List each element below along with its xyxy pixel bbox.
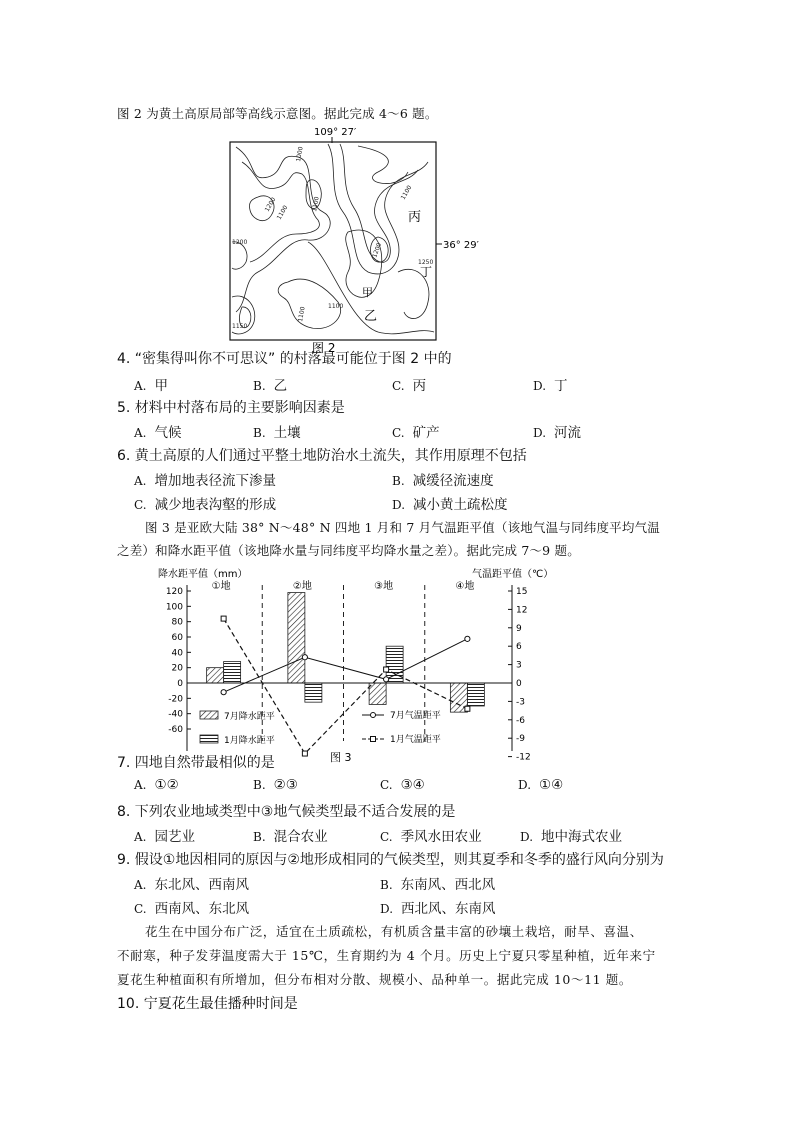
region-label: ④地 (455, 581, 475, 592)
place-bing: 丙 (408, 210, 422, 225)
right-axis-title: 气温距平值（℃） (472, 569, 554, 580)
question-5-stem: 5. 材料中村落布局的主要影响因素是 (117, 400, 345, 416)
contour-label: 1100 (399, 184, 414, 201)
legend-marker (371, 713, 376, 718)
bar-july-precip (369, 683, 386, 704)
q5-option-d[interactable]: D. 河流 (533, 425, 582, 441)
point-jan-temp (465, 706, 470, 711)
q6-option-b[interactable]: B. 减缓径流速度 (392, 473, 494, 489)
climate-anomaly-chart (150, 563, 570, 763)
q9-option-b[interactable]: B. 东南风、西北风 (380, 877, 496, 893)
left-tick-label: 80 (171, 617, 183, 628)
point-july-temp (384, 677, 389, 682)
bar-jan-precip (386, 646, 403, 683)
figure3-caption: 图 3 (330, 751, 352, 763)
legend-label: 1月气温距平 (390, 735, 441, 745)
right-tick-label: -3 (516, 697, 525, 708)
q8-option-a[interactable]: A. 园艺业 (134, 829, 195, 845)
bar-jan-precip (467, 683, 484, 706)
question-6-stem: 6. 黄土高原的人们通过平整土地防治水土流失，其作用原理不包括 (117, 448, 527, 464)
point-july-temp (465, 636, 470, 641)
q9-option-a[interactable]: A. 东北风、西南风 (134, 877, 249, 893)
latitude-label: 36° 29′ (443, 240, 479, 251)
bar-jan-precip (224, 662, 241, 683)
q9-option-c[interactable]: C. 西南风、东北风 (134, 901, 250, 917)
contour-label: 1150 (232, 323, 248, 330)
q4-option-a[interactable]: A. 甲 (134, 378, 168, 394)
q8-option-b[interactable]: B. 混合农业 (253, 829, 328, 845)
peanut-paragraph-line3: 夏花生种植面积有所增加，但分布相对分散、规模小、品种单一。据此完成 10～11 题。 (117, 972, 632, 987)
q6-option-c[interactable]: C. 减少地表沟壑的形成 (134, 497, 277, 513)
q5-option-a[interactable]: A. 气候 (134, 425, 182, 441)
place-ding: 丁 (420, 265, 433, 279)
q6-option-d[interactable]: D. 减小黄土疏松度 (392, 497, 508, 513)
line-july-temp (224, 639, 468, 692)
peanut-paragraph-line1: 花生在中国分布广泛，适宜在土质疏松，有机质含量丰富的砂壤土栽培，耐旱、喜温、 (145, 924, 643, 939)
q9-option-d[interactable]: D. 西北风、东南风 (380, 901, 496, 917)
contour-label: 1200 (263, 196, 278, 213)
contour-map-figure (228, 122, 488, 354)
point-jan-temp (384, 667, 389, 672)
region-label: ②地 (292, 581, 312, 592)
contour-label: 1200 (232, 239, 248, 246)
legend-swatch (200, 711, 218, 719)
left-tick-label: 20 (171, 663, 183, 674)
q5-option-c[interactable]: C. 矿产 (392, 425, 440, 441)
question-4-stem: 4. “密集得叫你不可思议” 的村落最可能位于图 2 中的 (117, 351, 452, 367)
left-tick-label: -40 (168, 709, 183, 720)
left-tick-label: -20 (168, 694, 183, 705)
region-label: ③地 (374, 581, 394, 592)
question-9-stem: 9. 假设①地因相同的原因与②地形成相同的气候类型，则其夏季和冬季的盛行风向分别为 (117, 852, 664, 868)
left-tick-label: 100 (165, 602, 183, 613)
q7-option-d[interactable]: D. ①④ (518, 777, 564, 793)
point-jan-temp (302, 751, 307, 756)
legend-label: 1月降水距平 (224, 736, 275, 746)
longitude-label: 109° 27′ (314, 127, 357, 138)
q8-option-c[interactable]: C. 季风水田农业 (380, 829, 482, 845)
legend-label: 7月气温距平 (390, 711, 441, 721)
q7-option-a[interactable]: A. ①② (134, 777, 179, 793)
intro-fig2: 图 2 为黄土高原局部等高线示意图。据此完成 4～6 题。 (117, 106, 438, 121)
question-7-stem: 7. 四地自然带最相似的是 (117, 755, 275, 771)
region-label: ①地 (211, 581, 231, 592)
right-tick-label: 9 (516, 623, 522, 634)
place-jia: 甲 (362, 286, 373, 299)
peanut-paragraph-line2: 不耐寒，种子发芽温度需大于 15℃，生育期约为 4 个月。历史上宁夏只零星种植，近年来宁 (117, 948, 656, 963)
contour-label: 1200 (371, 241, 384, 259)
point-july-temp (221, 690, 226, 695)
q4-option-b[interactable]: B. 乙 (253, 378, 288, 394)
q7-option-b[interactable]: B. ②③ (253, 777, 298, 793)
q7-option-c[interactable]: C. ③④ (380, 777, 425, 793)
left-tick-label: 40 (171, 648, 183, 659)
contour-label: 1100 (275, 204, 290, 221)
contour-label: 1100 (297, 306, 307, 323)
question-8-stem: 8. 下列农业地域类型中③地气候类型最不适合发展的是 (117, 804, 456, 820)
bar-jan-precip (305, 683, 322, 702)
right-tick-label: 3 (516, 660, 522, 671)
point-jan-temp (221, 616, 226, 621)
right-tick-label: 15 (516, 587, 528, 597)
left-tick-label: -60 (168, 725, 183, 735)
right-tick-label: -12 (516, 752, 531, 763)
legend-swatch (200, 735, 218, 743)
place-yi: 乙 (364, 309, 378, 324)
contour-label: 1250 (418, 259, 434, 266)
right-tick-label: 0 (516, 679, 522, 689)
left-axis-title: 降水距平值（mm） (158, 569, 248, 580)
right-tick-label: 6 (516, 642, 522, 653)
bar-july-precip (207, 668, 224, 683)
q5-option-b[interactable]: B. 土壤 (253, 425, 301, 441)
contour-label: 1000 (295, 146, 305, 163)
q4-option-c[interactable]: C. 丙 (392, 378, 427, 394)
line-jan-temp (224, 619, 468, 754)
contour-label: 1100 (328, 303, 344, 310)
q8-option-d[interactable]: D. 地中海式农业 (520, 829, 623, 845)
left-tick-label: 120 (165, 587, 183, 597)
figure2-caption: 图 2 (312, 341, 336, 354)
left-tick-label: 0 (177, 679, 183, 689)
bar-july-precip (288, 593, 305, 683)
question-10-stem: 10. 宁夏花生最佳播种时间是 (117, 996, 298, 1012)
contour-label: 1100 (311, 196, 321, 213)
intro-fig3-line1: 图 3 是亚欧大陆 38° N～48° N 四地 1 月和 7 月气温距平值（该地气温与同纬度平均气温 (145, 520, 660, 535)
left-tick-label: 60 (171, 633, 183, 643)
q6-option-a[interactable]: A. 增加地表径流下渗量 (134, 473, 276, 489)
q4-option-d[interactable]: D. 丁 (533, 378, 568, 394)
intro-fig3-line2: 之差）和降水距平值（该地降水量与同纬度平均降水量之差）。据此完成 7～9 题。 (117, 543, 580, 558)
point-july-temp (302, 655, 307, 660)
right-tick-label: -6 (516, 715, 525, 726)
right-tick-label: -9 (516, 734, 525, 745)
legend-marker (371, 737, 376, 742)
legend-label: 7月降水距平 (224, 712, 275, 722)
right-tick-label: 12 (516, 605, 528, 616)
